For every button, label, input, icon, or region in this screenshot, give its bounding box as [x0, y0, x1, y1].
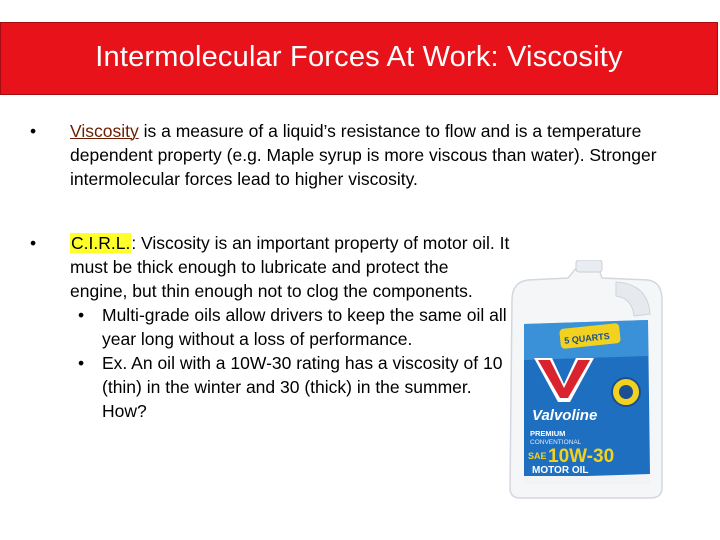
promo-text: 5 QUARTS: [563, 330, 611, 346]
label-sae: SAE: [528, 451, 547, 461]
label-conventional: CONVENTIONAL: [530, 439, 582, 446]
bullet-dot: •: [78, 305, 85, 325]
bullet-viscosity: [30, 119, 690, 191]
viscosity-term: Viscosity: [70, 121, 139, 141]
viscosity-definition: is a measure of a liquid’s resistance to flow and is a temperature dependent property (e.g. Maple syrup is more viscous than water). Stronger intermolecular forces lead to higher viscosity.: [70, 121, 657, 189]
motor-oil-jug-image: [498, 260, 668, 500]
bullet-dot: •: [78, 353, 85, 373]
bullet-dot: •: [30, 233, 37, 253]
sub-bullet-multigrade: [70, 303, 510, 351]
sub-bullet-text: Multi-grade oils allow drivers to keep the same oil all year long without a loss of performance.: [102, 305, 507, 349]
jug-cap: [576, 260, 602, 272]
sub-bullet-text: Ex. An oil with a 10W-30 rating has a viscosity of 10 (thin) in the winter and 30 (thick) in the summer. How?: [102, 353, 503, 421]
title-bar: [0, 22, 718, 95]
slide-title: Intermolecular Forces At Work: Viscosity: [95, 41, 623, 73]
label-premium: PREMIUM: [530, 429, 566, 438]
sub-bullet-example: [70, 351, 510, 423]
bullet-cirl: [30, 231, 510, 423]
cirl-tag: C.I.R.L.: [71, 233, 131, 253]
label-bottom-stripe: [524, 476, 650, 484]
brand-name: Valvoline: [532, 407, 598, 424]
label-grade: 10W-30: [548, 446, 615, 467]
label-product: MOTOR OIL: [532, 465, 589, 476]
cirl-text: : Viscosity is an important property of motor oil. It must be thick enough to lubricate and protect the engine, but thin enough not to clog the components.: [70, 233, 510, 301]
bullet-dot: •: [30, 121, 37, 141]
